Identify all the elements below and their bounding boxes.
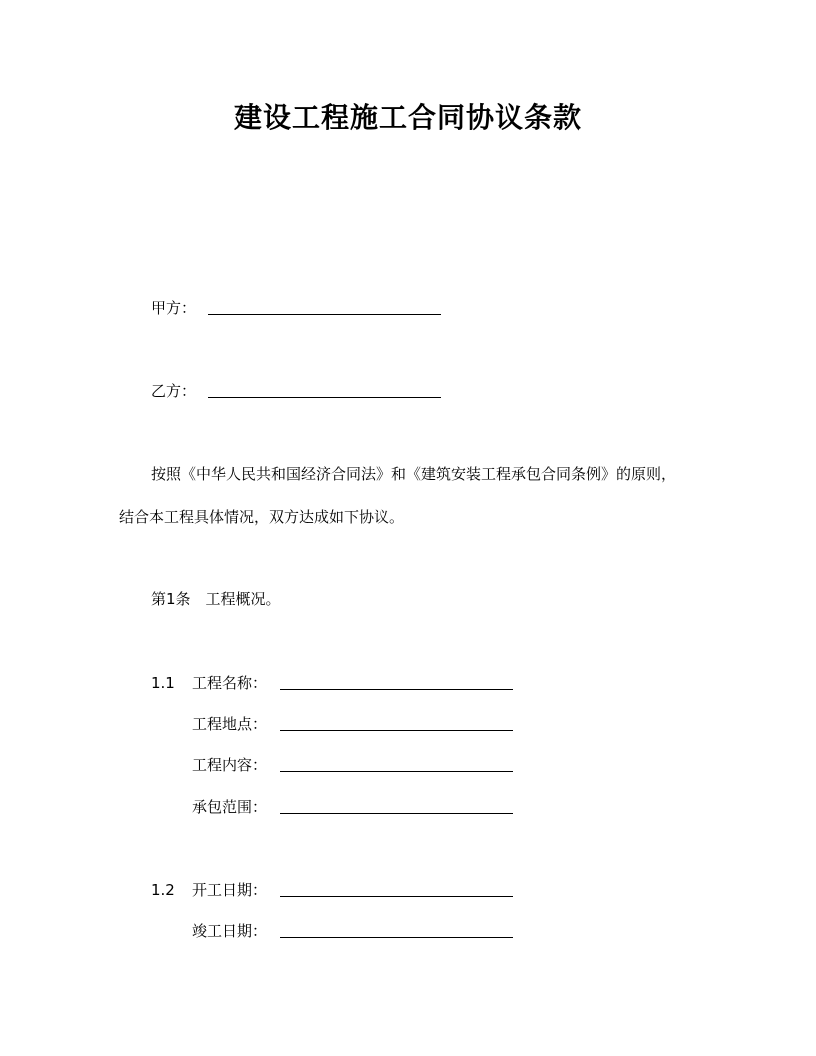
field-project-location-blank[interactable] [280, 730, 513, 731]
field-start-date-blank[interactable] [280, 896, 513, 897]
field-project-location-label: 工程地点： [192, 715, 268, 733]
party-b-label: 乙方： [151, 382, 197, 400]
field-contract-scope-blank[interactable] [280, 813, 513, 814]
party-a-label: 甲方： [151, 299, 197, 317]
field-completion-date-label: 竣工日期： [192, 922, 268, 940]
intro-line-1: 按照《中华人民共和国经济合同法》和《建筑安装工程承包合同条例》的原则， [151, 465, 677, 483]
section-1-1-number: 1.1 [151, 674, 175, 692]
intro-line-2: 结合本工程具体情况，双方达成如下协议。 [119, 508, 405, 526]
party-b-blank[interactable] [208, 397, 441, 398]
field-start-date-label: 开工日期： [192, 881, 268, 899]
field-contract-scope-label: 承包范围： [192, 798, 268, 816]
field-completion-date-blank[interactable] [280, 937, 513, 938]
party-a-blank[interactable] [208, 314, 441, 315]
article-1-heading: 第1条 工程概况。 [151, 590, 281, 608]
section-1-2-number: 1.2 [151, 881, 175, 899]
document-title: 建设工程施工合同协议条款 [233, 101, 582, 134]
field-project-content-blank[interactable] [280, 771, 513, 772]
field-project-name-blank[interactable] [280, 689, 513, 690]
field-project-name-label: 工程名称： [192, 674, 268, 692]
field-project-content-label: 工程内容： [192, 756, 268, 774]
